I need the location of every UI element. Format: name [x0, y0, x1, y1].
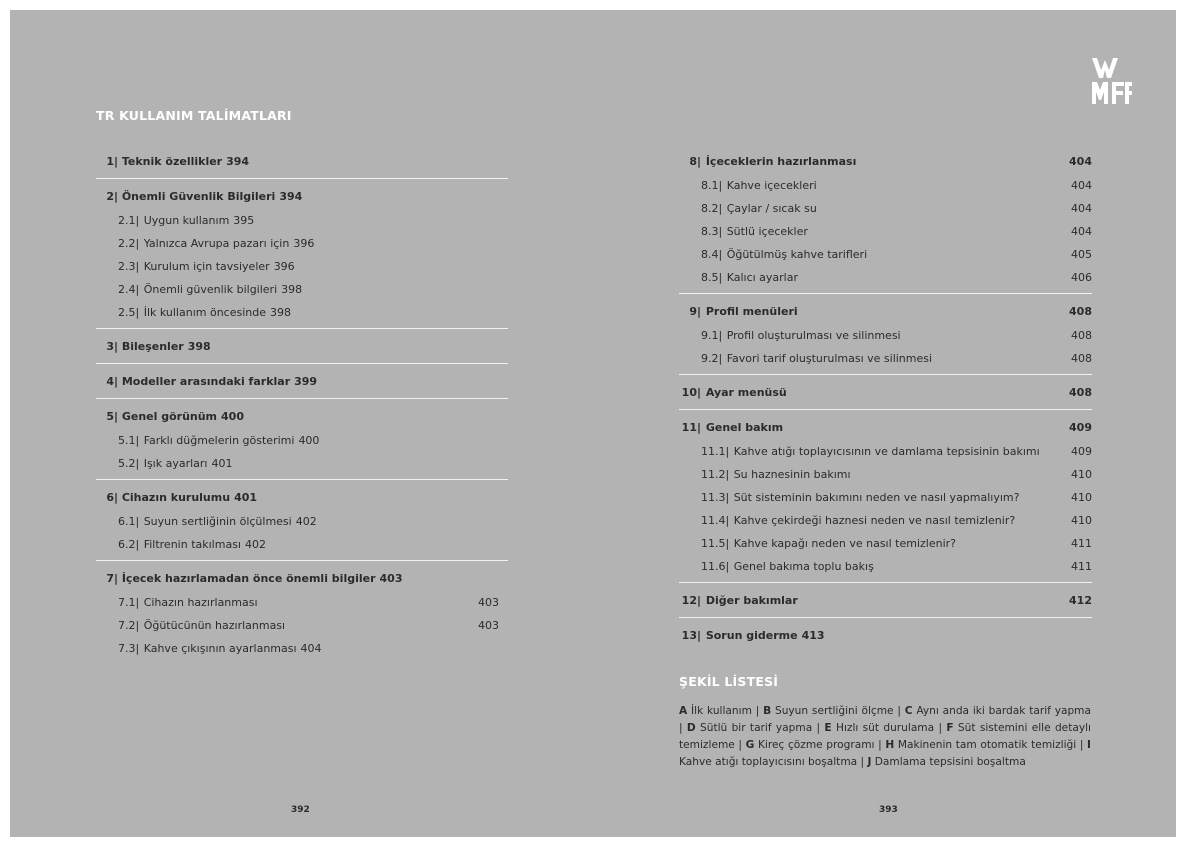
figure-letter: J: [867, 756, 872, 768]
toc-chapter-link[interactable]: [679, 381, 1092, 405]
subsection-page: 404: [1071, 202, 1092, 215]
chapter-number: 13|: [681, 629, 701, 642]
chapter-number: 7|: [106, 572, 118, 585]
toc-subsection-link[interactable]: [96, 533, 508, 556]
subsection-page: 411: [1071, 560, 1092, 573]
toc-chapter-link[interactable]: [679, 150, 1092, 174]
subsection-page: 409: [1071, 445, 1092, 458]
toc-subsection-link[interactable]: [96, 278, 508, 301]
subsection-number: 9.2|: [701, 352, 723, 365]
toc-subsection-link[interactable]: [96, 591, 508, 614]
figure-item: [867, 756, 1025, 768]
chapter-number: 8|: [689, 155, 701, 168]
subsection-page: 410: [1071, 468, 1092, 481]
toc-chapter-link[interactable]: [96, 567, 508, 591]
figure-separator: |: [857, 756, 868, 768]
chapter-title: İçeceklerin hazırlanması: [702, 155, 857, 168]
chapter-title: Diğer bakımlar: [702, 594, 798, 607]
figure-letter: E: [824, 722, 832, 734]
figure-caption: Kahve atığı toplayıcısını boşaltma: [679, 756, 858, 768]
toc-subsection-link[interactable]: [96, 301, 508, 324]
figure-separator: |: [874, 739, 886, 751]
chapter-page: 409: [1069, 421, 1092, 434]
figure-letter: D: [686, 722, 696, 734]
figure-caption: Suyun sertliğini ölçme: [771, 705, 894, 717]
figure-separator: |: [1076, 739, 1088, 751]
toc-section: [679, 589, 1092, 618]
toc-chapter-link[interactable]: [96, 335, 508, 359]
subsection-title: Kahve atığı toplayıcısının ve damlama tepsisinin bakımı: [730, 445, 1040, 458]
toc-subsection-link[interactable]: [679, 243, 1092, 266]
figure-item: [679, 705, 752, 717]
figure-item: [687, 722, 812, 734]
subsection-page: 398: [270, 306, 291, 319]
toc-section: [679, 416, 1092, 583]
subsection-page: 400: [298, 434, 320, 447]
subsection-page: 398: [281, 283, 303, 296]
toc-chapter-link[interactable]: [96, 405, 508, 429]
toc-section: [96, 486, 508, 561]
subsection-title: Filtrenin takılması: [140, 538, 241, 551]
chapter-title: Ayar menüsü: [702, 386, 787, 399]
figure-item: [763, 705, 893, 717]
subsection-number: 2.2|: [118, 237, 140, 250]
toc-section: [96, 567, 508, 664]
figure-separator: |: [679, 722, 687, 734]
subsection-page: 402: [295, 515, 317, 528]
toc-subsection-link[interactable]: [679, 532, 1092, 555]
figure-separator: |: [934, 722, 947, 734]
subsection-number: 2.3|: [118, 260, 140, 273]
subsection-page: 406: [1071, 271, 1092, 284]
subsection-number: 8.3|: [701, 225, 723, 238]
page-number-right: 393: [879, 805, 898, 815]
toc-section: [96, 370, 508, 399]
chapter-page: 413: [801, 629, 825, 642]
subsection-number: 7.2|: [118, 619, 140, 632]
subsection-number: 5.2|: [118, 457, 140, 470]
chapter-number: 12|: [681, 594, 701, 607]
figure-letter: F: [946, 722, 954, 734]
figure-letter: C: [904, 705, 913, 717]
chapter-page: 398: [187, 340, 211, 353]
subsection-number: 2.1|: [118, 214, 140, 227]
subsection-title: Önemli güvenlik bilgileri: [140, 283, 278, 296]
figure-caption: Makinenin tam otomatik temizliği: [894, 739, 1077, 751]
wmf-logo: [1090, 52, 1136, 106]
figure-caption: Damlama tepsisini boşaltma: [871, 756, 1026, 768]
toc-subsection-link[interactable]: [679, 555, 1092, 578]
chapter-title: Önemli Güvenlik Bilgileri: [118, 190, 276, 203]
chapter-number: 5|: [106, 410, 118, 423]
toc-subsection-link[interactable]: [96, 510, 508, 533]
chapter-title: İçecek hazırlamadan önce önemli bilgiler: [118, 572, 376, 585]
chapter-title: Modeller arasındaki farklar: [118, 375, 291, 388]
toc-chapter-link[interactable]: [96, 486, 508, 510]
subsection-number: 11.4|: [701, 514, 730, 527]
figure-separator: |: [893, 705, 905, 717]
chapter-page: 412: [1069, 594, 1092, 607]
toc-section: [679, 150, 1092, 294]
chapter-number: 2|: [106, 190, 118, 203]
chapter-page: 403: [379, 572, 403, 585]
subsection-page: 405: [1071, 248, 1092, 261]
chapter-number: 4|: [106, 375, 118, 388]
toc-chapter-link[interactable]: [679, 416, 1092, 440]
subsection-title: Kahve çıkışının ayarlanması: [140, 642, 297, 655]
chapter-page: 401: [234, 491, 258, 504]
toc-chapter-link[interactable]: [679, 589, 1092, 613]
subsection-title: Kurulum için tavsiyeler: [140, 260, 270, 273]
toc-subsection-link[interactable]: [679, 220, 1092, 243]
subsection-title: Çaylar / sıcak su: [723, 202, 817, 215]
subsection-number: 8.2|: [701, 202, 723, 215]
subsection-title: Öğütülmüş kahve tarifleri: [723, 248, 868, 261]
figure-caption: Kireç çözme programı: [754, 739, 875, 751]
subsection-page: 403: [478, 619, 499, 632]
subsection-number: 8.5|: [701, 271, 723, 284]
figure-letter: G: [745, 739, 755, 751]
subsection-title: Cihazın hazırlanması: [140, 596, 258, 609]
table-of-contents-left: [96, 150, 508, 670]
figure-letter: A: [679, 705, 688, 717]
subsection-title: Kalıcı ayarlar: [723, 271, 799, 284]
toc-subsection-link[interactable]: [679, 197, 1092, 220]
subsection-page: 404: [300, 642, 322, 655]
subsection-page: 396: [273, 260, 295, 273]
subsection-page: 401: [211, 457, 233, 470]
figure-caption: Süt sistemini elle detaylı temizleme: [679, 722, 1091, 751]
chapter-number: 3|: [106, 340, 118, 353]
chapter-number: 9|: [689, 305, 701, 318]
toc-subsection-link[interactable]: [679, 324, 1092, 347]
toc-chapter-link[interactable]: [96, 370, 508, 394]
subsection-number: 8.1|: [701, 179, 723, 192]
subsection-title: Işık ayarları: [140, 457, 208, 470]
chapter-page: 400: [221, 410, 244, 423]
chapter-title: Teknik özellikler: [118, 155, 223, 168]
subsection-title: Yalnızca Avrupa pazarı için: [140, 237, 290, 250]
subsection-title: Öğütücünün hazırlanması: [140, 619, 286, 632]
page-number-left: 392: [291, 805, 310, 815]
chapter-title: Genel görünüm: [118, 410, 218, 423]
subsection-number: 11.2|: [701, 468, 730, 481]
subsection-number: 11.3|: [701, 491, 730, 504]
figures-title: ŞEKİL LİSTESİ: [679, 674, 779, 689]
figure-item: [746, 739, 875, 751]
figures-list: [679, 703, 1091, 771]
subsection-title: Profil oluşturulması ve silinmesi: [723, 329, 901, 342]
chapter-title: Genel bakım: [702, 421, 784, 434]
subsection-page: 395: [233, 214, 255, 227]
subsection-page: 396: [293, 237, 315, 250]
subsection-title: Süt sisteminin bakımını neden ve nasıl yapmalıyım?: [730, 491, 1020, 504]
chapter-number: 10|: [681, 386, 701, 399]
subsection-title: Kahve çekirdeği haznesi neden ve nasıl temizlenir?: [730, 514, 1016, 527]
toc-chapter-link[interactable]: [679, 624, 1092, 648]
subsection-title: Uygun kullanım: [140, 214, 230, 227]
toc-section: [96, 405, 508, 480]
toc-subsection-link[interactable]: [96, 429, 508, 452]
wmf-logo-icon: [1090, 52, 1136, 106]
figure-caption: Aynı anda iki bardak tarif yapma: [912, 705, 1091, 717]
subsection-number: 2.4|: [118, 283, 140, 296]
toc-chapter-link[interactable]: [96, 185, 508, 209]
subsection-number: 2.5|: [118, 306, 140, 319]
toc-chapter-link[interactable]: [96, 150, 508, 174]
toc-section: [96, 185, 508, 329]
toc-subsection-link[interactable]: [679, 266, 1092, 289]
subsection-number: 11.6|: [701, 560, 730, 573]
chapter-page: 404: [1069, 155, 1092, 168]
subsection-number: 6.2|: [118, 538, 140, 551]
subsection-page: 404: [1071, 179, 1092, 192]
toc-section: [679, 381, 1092, 410]
toc-subsection-link[interactable]: [96, 452, 508, 475]
figure-caption: Hızlı süt durulama: [831, 722, 935, 734]
subsection-title: Genel bakıma toplu bakış: [730, 560, 874, 573]
chapter-number: 11|: [681, 421, 701, 434]
figure-caption: İlk kullanım: [687, 705, 752, 717]
subsection-title: Su haznesinin bakımı: [730, 468, 851, 481]
subsection-number: 6.1|: [118, 515, 140, 528]
toc-subsection-link[interactable]: [679, 463, 1092, 486]
subsection-title: Farklı düğmelerin gösterimi: [140, 434, 295, 447]
figure-letter: H: [885, 739, 895, 751]
figure-letter: B: [763, 705, 772, 717]
chapter-number: 1|: [106, 155, 118, 168]
subsection-number: 8.4|: [701, 248, 723, 261]
subsection-page: 408: [1071, 329, 1092, 342]
toc-subsection-link[interactable]: [679, 440, 1092, 463]
chapter-page: 408: [1069, 386, 1092, 399]
subsection-number: 11.1|: [701, 445, 730, 458]
figure-separator: |: [812, 722, 825, 734]
subsection-title: İlk kullanım öncesinde: [140, 306, 266, 319]
subsection-page: 404: [1071, 225, 1092, 238]
subsection-number: 9.1|: [701, 329, 723, 342]
subsection-number: 7.1|: [118, 596, 140, 609]
subsection-page: 410: [1071, 491, 1092, 504]
figure-separator: |: [734, 739, 746, 751]
chapter-page: 399: [294, 375, 318, 388]
figure-caption: Sütlü bir tarif yapma: [695, 722, 813, 734]
figure-item: [824, 722, 934, 734]
toc-section: [679, 624, 1092, 652]
subsection-number: 11.5|: [701, 537, 730, 550]
chapter-title: Sorun giderme: [702, 629, 798, 642]
table-of-contents-right: [679, 150, 1092, 658]
figure-letter: I: [1087, 739, 1091, 751]
figure-item: [905, 705, 1091, 717]
chapter-page: 394: [279, 190, 303, 203]
subsection-title: Suyun sertliğinin ölçülmesi: [140, 515, 292, 528]
subsection-title: Kahve içecekleri: [723, 179, 817, 192]
toc-section: [96, 335, 508, 364]
subsection-title: Favori tarif oluşturulması ve silinmesi: [723, 352, 933, 365]
subsection-title: Kahve kapağı neden ve nasıl temizlenir?: [730, 537, 957, 550]
toc-subsection-link[interactable]: [96, 614, 508, 637]
figure-separator: |: [751, 705, 764, 717]
toc-chapter-link[interactable]: [679, 300, 1092, 324]
toc-subsection-link[interactable]: [96, 232, 508, 255]
chapter-page: 408: [1069, 305, 1092, 318]
chapter-page: 394: [226, 155, 250, 168]
toc-subsection-link[interactable]: [96, 255, 508, 278]
chapter-number: 6|: [106, 491, 118, 504]
toc-subsection-link[interactable]: [96, 209, 508, 232]
figure-item: [885, 739, 1076, 751]
subsection-number: 5.1|: [118, 434, 140, 447]
toc-subsection-link[interactable]: [679, 347, 1092, 370]
subsection-page: 408: [1071, 352, 1092, 365]
subsection-page: 410: [1071, 514, 1092, 527]
chapter-title: Profil menüleri: [702, 305, 798, 318]
subsection-title: Sütlü içecekler: [723, 225, 808, 238]
toc-section: [679, 300, 1092, 375]
subsection-page: 403: [478, 596, 499, 609]
chapter-title: Bileşenler: [118, 340, 184, 353]
subsection-number: 7.3|: [118, 642, 140, 655]
toc-subsection-link[interactable]: [679, 174, 1092, 197]
toc-section: [96, 150, 508, 179]
subsection-page: 402: [244, 538, 266, 551]
page-title: TR KULLANIM TALİMATLARI: [96, 108, 292, 123]
chapter-title: Cihazın kurulumu: [118, 491, 231, 504]
subsection-page: 411: [1071, 537, 1092, 550]
toc-subsection-link[interactable]: [96, 637, 508, 660]
toc-subsection-link[interactable]: [679, 486, 1092, 509]
toc-subsection-link[interactable]: [679, 509, 1092, 532]
